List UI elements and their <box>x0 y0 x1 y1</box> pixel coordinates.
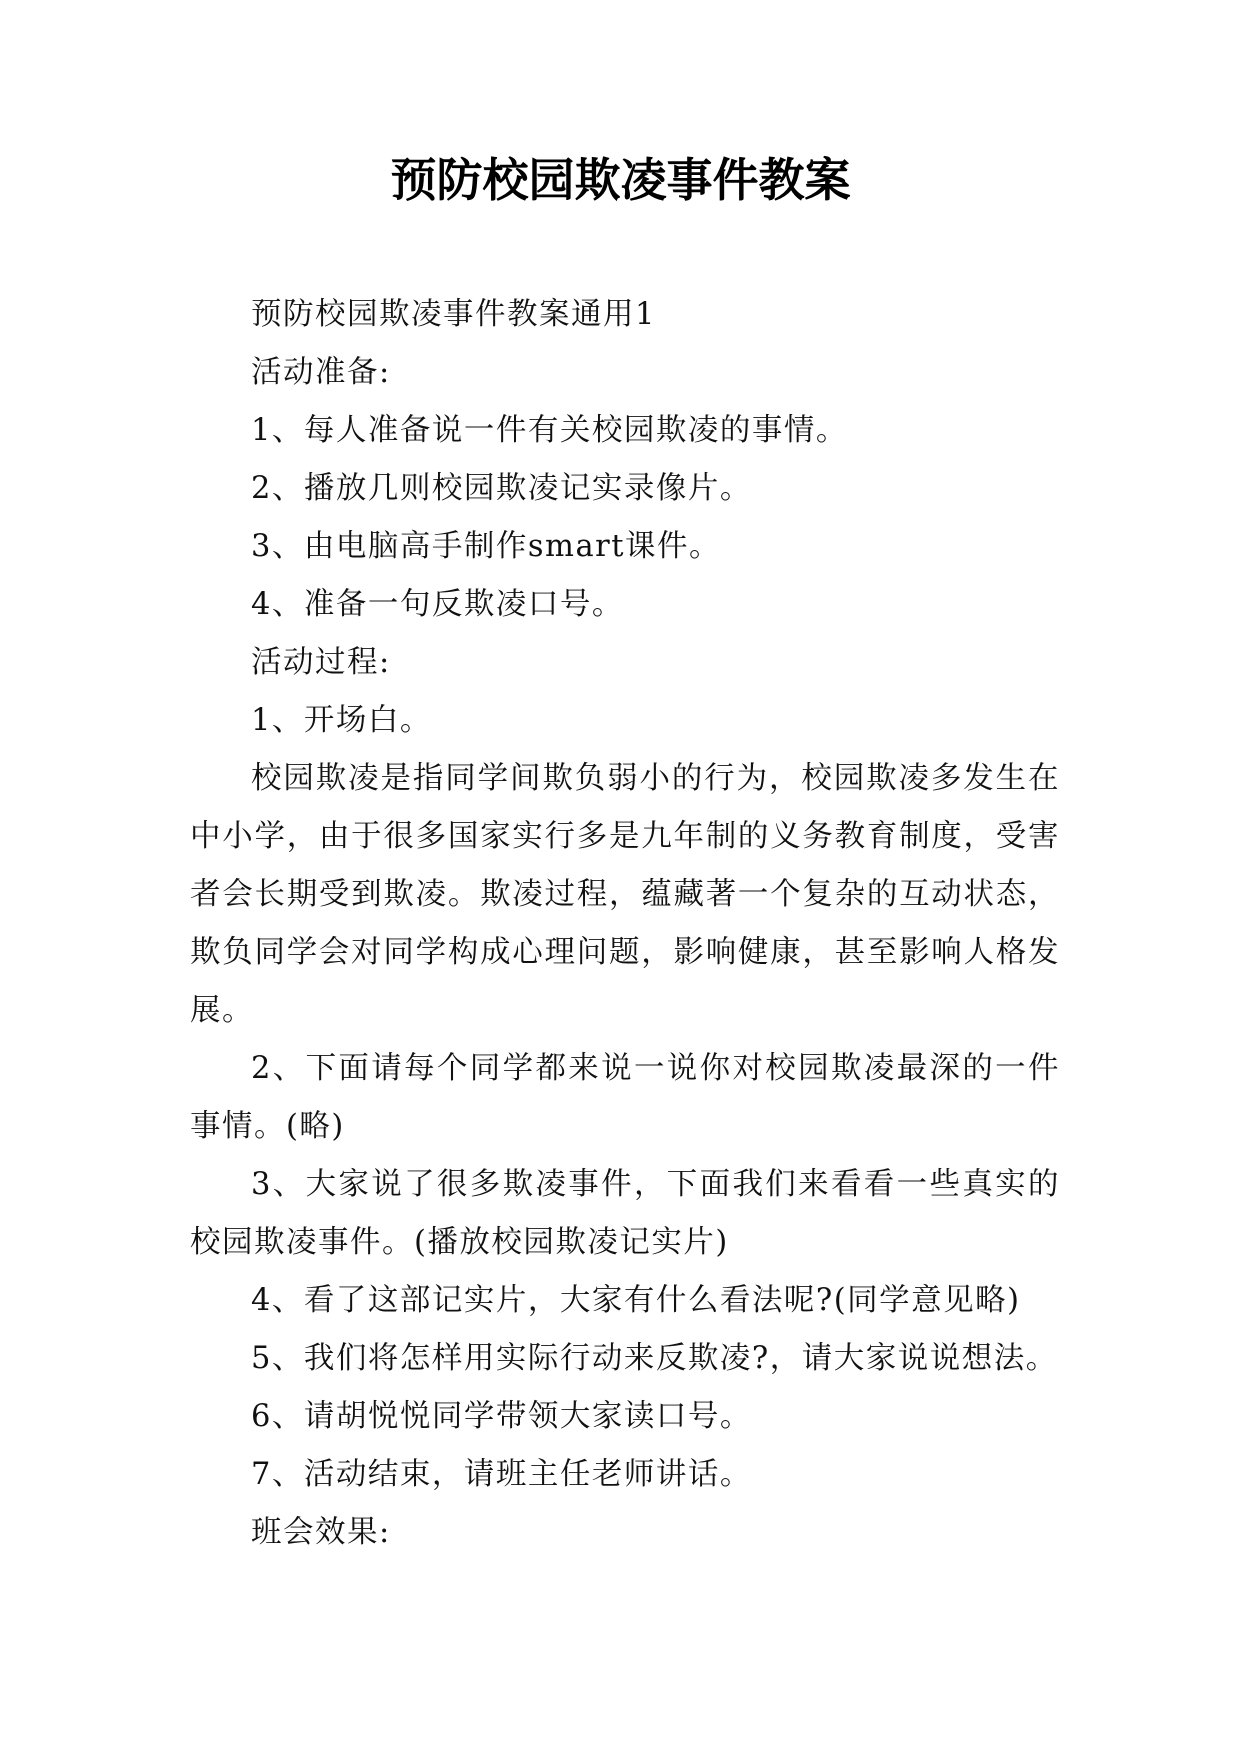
paragraph-process-1: 1、开场白。 <box>251 703 432 738</box>
paragraph-process-2: 2、下面请每个同学都来说一说你对校园欺凌最深的一件事情。(略) <box>190 1051 1060 1144</box>
paragraph-preparation-1: 1、每人准备说一件有关校园欺凌的事情。 <box>251 413 848 448</box>
paragraph-subtitle: 预防校园欺凌事件教案通用1 <box>251 297 656 332</box>
paragraph-process-7: 7、活动结束，请班主任老师讲话。 <box>251 1457 752 1492</box>
paragraph-preparation-3: 3、由电脑高手制作smart课件。 <box>251 529 721 564</box>
document-body <box>190 286 1060 1562</box>
paragraph-definition: 校园欺凌是指同学间欺负弱小的行为，校园欺凌多发生在中小学，由于很多国家实行多是九年制的义务教育制度，受害者会长期受到欺凌。欺凌过程，蕴藏著一个复杂的互动状态，欺负同学会对同学构成心理问题，影响健康，甚至影响人格发展。 <box>190 761 1060 1028</box>
paragraph-process-4: 4、看了这部记实片，大家有什么看法呢?(同学意见略) <box>251 1283 1021 1318</box>
paragraph-process-heading: 活动过程: <box>251 645 391 680</box>
document-title: 预防校园欺凌事件教案 <box>390 153 851 207</box>
paragraph-effect-heading: 班会效果: <box>251 1515 391 1550</box>
paragraph-preparation-heading: 活动准备: <box>251 355 391 390</box>
paragraph-process-6: 6、请胡悦悦同学带领大家读口号。 <box>251 1399 752 1434</box>
paragraph-preparation-2: 2、播放几则校园欺凌记实录像片。 <box>251 471 752 506</box>
paragraph-preparation-4: 4、准备一句反欺凌口号。 <box>251 587 624 622</box>
paragraph-process-5: 5、我们将怎样用实际行动来反欺凌?，请大家说说想法。 <box>251 1341 1058 1376</box>
paragraph-process-3: 3、大家说了很多欺凌事件，下面我们来看看一些真实的校园欺凌事件。(播放校园欺凌记实片) <box>190 1167 1060 1260</box>
